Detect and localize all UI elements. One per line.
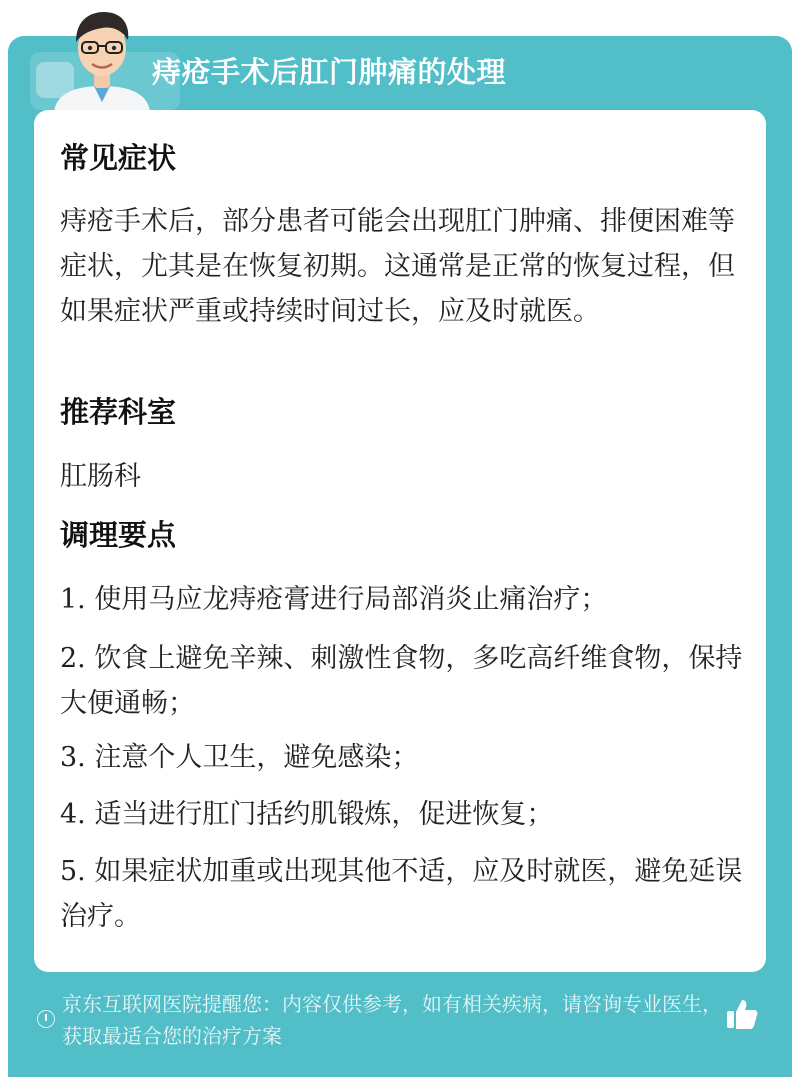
care-item-text: 适当进行肛门括约肌锻炼，促进恢复；: [94, 799, 554, 830]
care-item: [60, 792, 744, 837]
care-item-text: 饮食上避免辛辣、刺激性食物，多吃高纤维食物，保持大便通畅；: [60, 643, 743, 719]
care-item-number: 1.: [60, 584, 86, 615]
department-text: 肛肠科: [60, 461, 141, 492]
care-item-number: 2.: [60, 643, 86, 674]
care-item-text: 使用马应龙痔疮膏进行局部消炎止痛治疗；: [94, 584, 608, 615]
care-item-text: 注意个人卫生，避免感染；: [94, 742, 419, 773]
department-heading: 推荐科室: [60, 395, 177, 429]
care-item: [60, 577, 744, 622]
care-item: [60, 849, 744, 939]
thumbs-up-icon[interactable]: [724, 996, 760, 1032]
page-title: 痔疮手术后肛门肿痛的处理: [152, 55, 507, 89]
doctor-avatar: [46, 4, 158, 112]
disclaimer-text: 京东互联网医院提醒您：内容仅供参考，如有相关疾病，请咨询专业医生，获取最适合您的治疗方案: [62, 992, 722, 1048]
symptoms-text: 痔疮手术后，部分患者可能会出现肛门肿痛、排便困难等症状，尤其是在恢复初期。这通常是正常的恢复过程，但如果症状严重或持续时间过长，应及时就医。: [60, 206, 735, 327]
info-circle-icon: [37, 1010, 55, 1028]
care-item: [60, 636, 744, 726]
care-item: [60, 735, 744, 780]
care-item-text: 如果症状加重或出现其他不适，应及时就医，避免延误治疗。: [60, 856, 743, 932]
care-item-number: 4.: [60, 799, 86, 830]
content-card: [34, 110, 766, 972]
care-heading: 调理要点: [60, 518, 177, 552]
symptoms-heading: 常见症状: [60, 141, 177, 175]
care-item-number: 5.: [60, 856, 86, 887]
care-item-number: 3.: [60, 742, 86, 773]
